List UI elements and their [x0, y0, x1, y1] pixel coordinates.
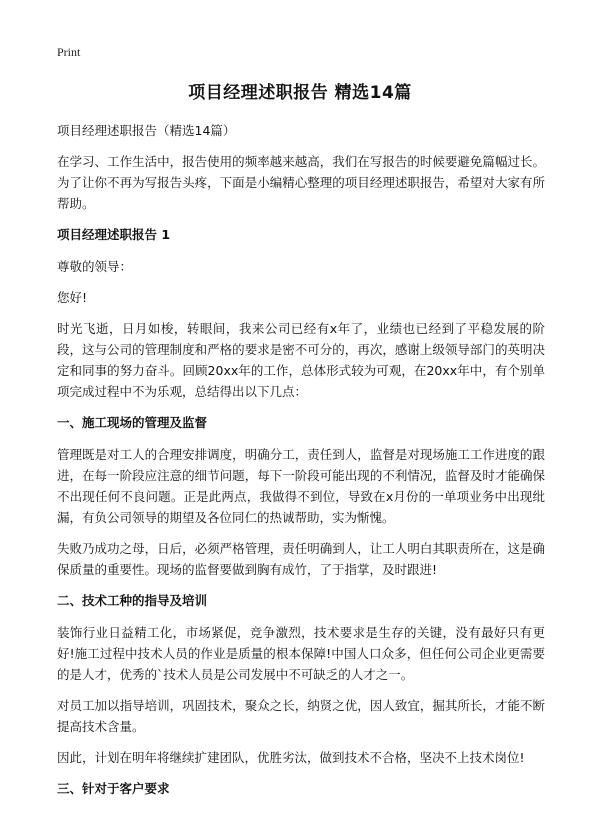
document-subtitle: 项目经理述职报告（精选14篇） [57, 123, 236, 138]
section-2-heading: 二、技术工种的指导及培训 [57, 593, 208, 608]
salutation: 您好! [57, 290, 88, 305]
print-link[interactable]: Print [57, 45, 81, 59]
report-heading: 项目经理述职报告 1 [57, 227, 171, 242]
section-1-heading: 一、施工现场的管理及监督 [57, 415, 208, 430]
page-title: 项目经理述职报告 精选14篇 [188, 83, 412, 103]
section-1-paragraph-1: 管理既是对工人的合理安排调度，明确分工，责任到人，监督是对现场施工工作进度的跟进，在每一阶段应注意的细节问题，每下一阶段可能出现的不利情况，监督及时才能确保不出现任何不良问题。正是此两点，我做得不到位，导致在x月份的一单项业务中出现纰漏，有负公司领导的期望及各位同仁的热诚帮助，实为惭愧。 [57, 447, 545, 525]
greeting: 尊敬的领导： [57, 259, 133, 274]
section-1-paragraph-2: 失败乃成功之母，日后，必须严格管理，责任明确到人，让工人明白其职责所在，这是确保质量的重要性。现场的监督要做到胸有成竹，了于指掌，及时跟进! [57, 541, 545, 577]
section-2-paragraph-1: 装饰行业日益精工化，市场紧促，竞争激烈，技术要求是生存的关键，没有最好只有更好!施工过程中技术人员的作业是质量的根本保障!中国人口众多，但任何公司企业更需要的是人才，优秀的`技术人员是公司发展中不可缺乏的人才之一。 [57, 625, 545, 682]
section-2-paragraph-2: 对员工加以指导培训，巩固技术，聚众之长，纳贤之优，因人致宜，掘其所长，才能不断提高技术含量。 [57, 698, 545, 734]
intro-paragraph: 在学习、工作生活中，报告使用的频率越来越高，我们在写报告的时候要避免篇幅过长。为了让你不再为写报告头疼，下面是小编精心整理的项目经理述职报告，希望对大家有所帮助。 [57, 154, 545, 211]
document-body [57, 120, 545, 810]
section-3-heading: 三、针对于客户要求 [57, 781, 170, 796]
opening-paragraph: 时光飞逝，日月如梭，转眼间，我来公司已经有x年了，业绩也已经到了平稳发展的阶段，这与公司的管理制度和严格的要求是密不可分的，再次，感谢上级领导部门的英明决定和同事的努力奋斗。回顾20xx年的工作，总体形式较为可观，在20xx年中，有个别单项完成过程中不为乐观，总结得出以下几点： [57, 321, 545, 399]
section-2-paragraph-3: 因此，计划在明年将继续扩建团队，优胜劣汰，做到技术不合格，坚决不上技术岗位! [57, 750, 525, 765]
